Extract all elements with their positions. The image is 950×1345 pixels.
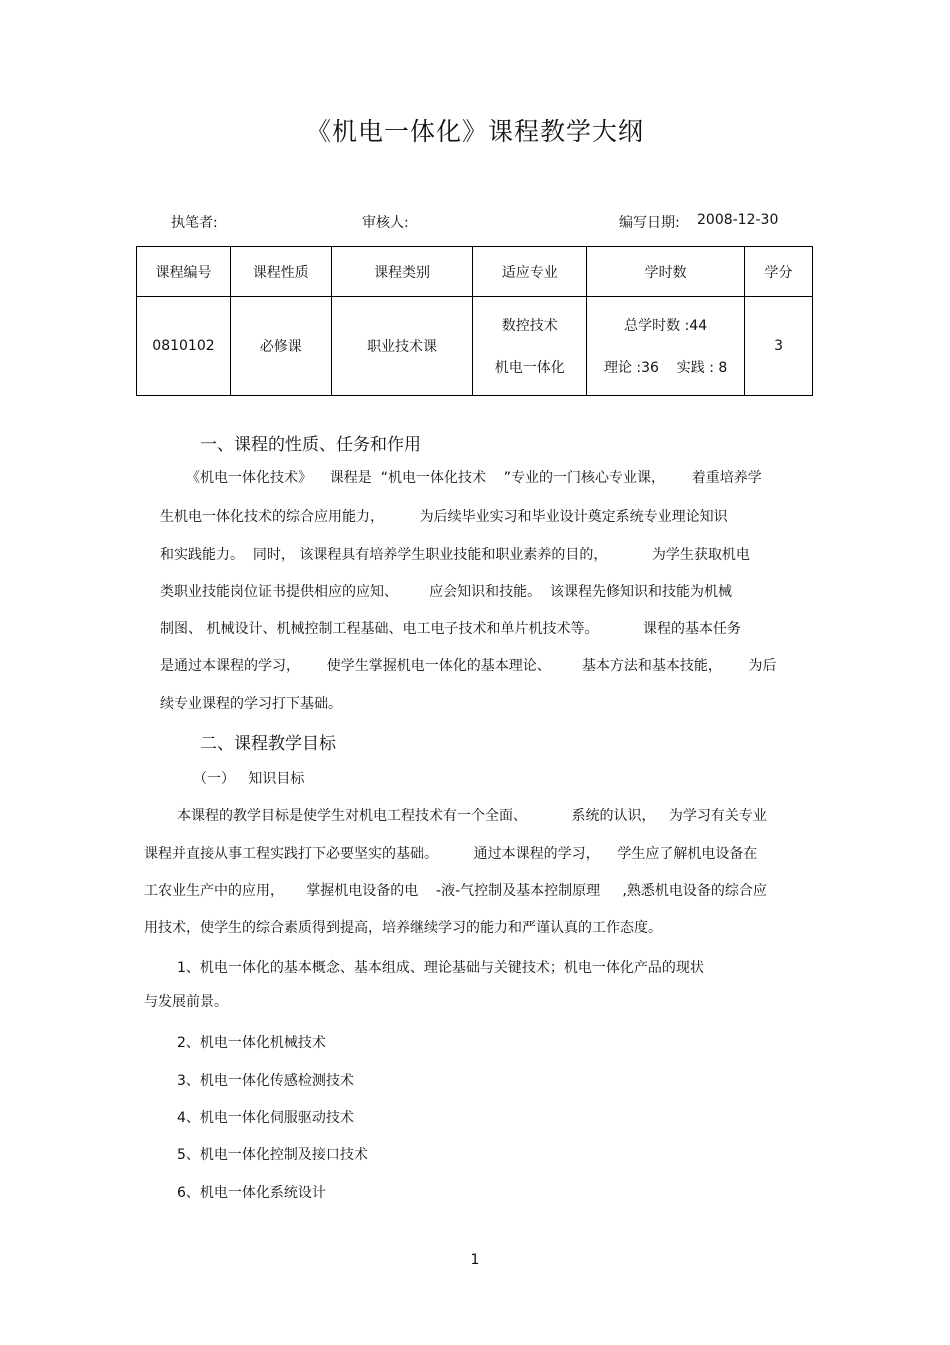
list-item: 4、机电一体化伺服驱动技术 — [177, 1110, 354, 1126]
page-number: 1 — [470, 1252, 480, 1268]
section-2-heading: 二、课程教学目标 — [200, 734, 336, 754]
list-item: 1、机电一体化的基本概念、基本组成、理论基础与关键技术；机电一体化产品的现状 — [177, 960, 704, 976]
course-nature: 必修课 — [230, 297, 331, 396]
applicable-majors — [473, 297, 587, 396]
header-cell: 学分 — [745, 247, 813, 297]
author-label: 执笔者: — [171, 215, 218, 231]
course-info-table — [136, 246, 813, 396]
reviewer-label: 审核人: — [362, 215, 409, 231]
list-item: 6、机电一体化系统设计 — [177, 1185, 326, 1201]
list-item: 3、机电一体化传感检测技术 — [177, 1073, 354, 1089]
paragraph-line: 是通过本课程的学习， 使学生掌握机电一体化的基本理论、 基本方法和基本技能， 为后 — [160, 658, 777, 674]
course-credits: 3 — [745, 297, 813, 396]
list-item: 5、机电一体化控制及接口技术 — [177, 1147, 368, 1163]
date-label: 编写日期: — [619, 215, 680, 231]
paragraph-line: 本课程的教学目标是使学生对机电工程技术有一个全面、 系统的认识， 为学习有关专业 — [177, 808, 767, 824]
header-cell: 课程性质 — [230, 247, 331, 297]
subsection-heading: （一） 知识目标 — [193, 771, 305, 787]
list-item: 与发展前景。 — [144, 994, 228, 1010]
paragraph-line: 《机电一体化技术》 课程是 “机电一体化技术 ”专业的一门核心专业课， 着重培养学 — [186, 470, 762, 486]
date-value: 2008-12-30 — [697, 212, 779, 228]
page-title: 《机电一体化》课程教学大纲 — [305, 117, 644, 146]
paragraph-line: 课程并直接从事工程实践打下必要坚实的基础。 通过本课程的学习， 学生应了解机电设备在 — [144, 846, 758, 862]
paragraph-line: 用技术，使学生的综合素质得到提高，培养继续学习的能力和严谨认真的工作态度。 — [144, 920, 662, 936]
paragraph-line: 工农业生产中的应用， 掌握机电设备的电 -液-气控制及基本控制原理 ,熟悉机电设备的综合应 — [144, 883, 767, 899]
course-category: 职业技术课 — [331, 297, 473, 396]
course-code: 0810102 — [137, 297, 231, 396]
header-cell: 课程类别 — [331, 247, 473, 297]
header-cell: 适应专业 — [473, 247, 587, 297]
section-1-heading: 一、课程的性质、任务和作用 — [200, 435, 421, 455]
paragraph-line: 续专业课程的学习打下基础。 — [160, 696, 342, 712]
paragraph-line: 和实践能力。 同时， 该课程具有培养学生职业技能和职业素养的目的， 为学生获取机电 — [160, 547, 750, 563]
hours-total: 总学时数 :44 — [624, 318, 708, 334]
major-1: 数控技术 — [501, 318, 558, 334]
major-2: 机电一体化 — [494, 360, 565, 376]
course-hours — [587, 297, 745, 396]
paragraph-line: 类职业技能岗位证书提供相应的应知、 应会知识和技能。 该课程先修知识和技能为机械 — [160, 584, 733, 600]
header-cell: 学时数 — [587, 247, 745, 297]
table-header-row — [137, 247, 813, 297]
hours-split: 理论 :36 实践 : 8 — [603, 360, 728, 376]
paragraph-line: 生机电一体化技术的综合应用能力， 为后续毕业实习和毕业设计奠定系统专业理论知识 — [160, 509, 728, 525]
table-row — [137, 297, 813, 396]
list-item: 2、机电一体化机械技术 — [177, 1035, 326, 1051]
header-cell: 课程编号 — [137, 247, 231, 297]
paragraph-line: 制图、 机械设计、机械控制工程基础、电工电子技术和单片机技术等。 课程的基本任务 — [160, 621, 741, 637]
